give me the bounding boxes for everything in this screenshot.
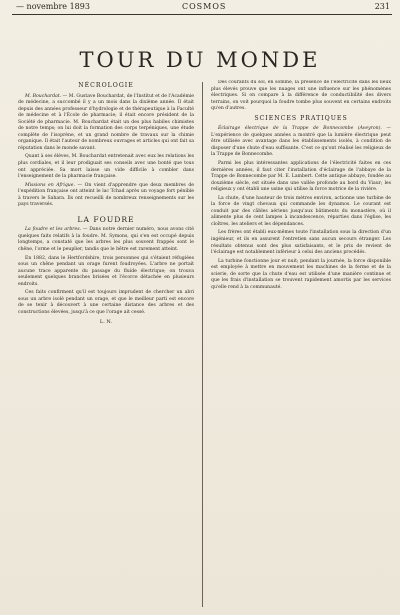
paragraph-text: — M. Gustave Bouchardat, de l'Institut et de l'Académie de médecine, a succombé il y a un mois dans la dixième année. Il était depuis des années professeur d'hydrologie et de thérapeutique à la Faculté de médecine et à l'École de pharmacie; il était encore président de la Société de pharmacie. M. Bouchardat était un des plus habiles chimistes de notre temps; on lui doit la formation des corps terpéniques, une étude complète de l'isoprène, et un grand nombre de travaux sur la chimie organique. Il était l'auteur de nombreux ouvrages et articles qui ont fait sa réputation dans le monde savant. — [18, 93, 194, 151]
paragraph-lead: M. Bouchardat. — [25, 93, 62, 99]
paragraph-text: Quant à ses élèves, M. Bouchardat entretenait avec eux les relations les plus cordiales, et il leur prodiguait ses conseils avec une bonté que tous ont appréciée. Sa mort laisse un vide difficile à combler dans l'enseignement de la pharmacie française. — [18, 154, 194, 180]
paragraph — [211, 126, 391, 159]
paragraph-text: — On vient d'apprendre que deux membres de l'expédition française ont atteint le lac Tchad après un voyage fort pénible à travers le Sahara. Ils ont recueilli de nombreux renseignements sur les pays traversés. — [18, 182, 194, 208]
right-column — [211, 80, 391, 609]
heading-necrologie: NÉCROLOGIE — [78, 82, 134, 89]
paragraph-text: Parmi les plus intéressantes applications de l'électricité faites en ces dernières années, il faut citer l'installation d'éclairage de l'abbaye de la Trappe de Bonnecombe par M. E. Lambert. Cette antique abbaye, fondée au douzième siècle, est située dans une vallée profonde au bord du Viaur; les religieux y ont établi une usine qui utilise la force motrice de la rivière. — [211, 161, 391, 193]
section-title: TOUR DU MONDE — [79, 48, 321, 72]
header-date: — novembre 1893 — [16, 2, 90, 11]
paragraph-lead: Éclairage électrique de la Trappe de Bonnecombe (Aveyron). — [218, 126, 382, 132]
paragraph-text: En 1882, dans le Hertfordshire, trois personnes qui s'étaient réfugiées sous un chêne pendant un orage furent foudroyées. L'arbre ne portait aucune trace apparente du passage du fluide électrique; on trouva seulement quelques branches brisées et l'écorce détachée en plusieurs endroits. — [18, 255, 194, 287]
paragraph-text: — Dans notre dernier numéro, nous avons cité quelques faits relatifs à la foudre. M. Symons, qui s'en est occupé depuis longtemps, a constaté que les arbres les plus souvent frappés sont le chêne, l'orme et le peuplier, tandis que le hêtre est rarement atteint. — [18, 227, 194, 253]
paragraph-intro: Des courants du sol, en somme, la présence de l'électricité dans les lieux plus élevés prouve que les nuages ont une influence sur les phénomènes électriques. Si on compare à la différence de conductibilité des divers terrains, on voit pourquoi la foudre tombe plus souvent en certains endroits qu'en d'autres. — [211, 80, 391, 112]
paragraph — [18, 183, 194, 209]
paragraph — [211, 259, 391, 292]
paragraph — [18, 290, 194, 316]
paragraph-text: Ces faits confirment qu'il est toujours imprudent de chercher un abri sous un arbre isolé pendant un orage, et que le meilleur parti est encore de se tenir à découvert à une certaine distance des arbres et des constructions élevées, jusqu'à ce que l'orage ait cessé. — [18, 290, 194, 315]
paragraph — [211, 196, 391, 229]
paragraph — [18, 227, 194, 253]
paragraph-text: La chute, d'une hauteur de trois mètres environ, actionne une turbine de la force de vingt chevaux qui commande les dynamos. Le courant est conduit par des câbles aériens jusqu'aux bâtiments du monastère, où il alimente plus de cent lampes à incandescence, réparties dans l'église, les cloîtres, les ateliers et les dépendances. — [211, 195, 391, 227]
signature: L. N. — [99, 318, 113, 325]
header-journal-name: COSMOS — [182, 2, 227, 11]
left-column — [18, 80, 194, 609]
paragraph-lead: Missions en Afrique. — [25, 182, 75, 188]
paragraph — [211, 230, 391, 256]
paragraph — [211, 161, 391, 194]
header-page-number: 231 — [374, 2, 390, 11]
running-header — [0, 0, 400, 14]
paragraph — [18, 154, 194, 180]
column-divider — [202, 82, 203, 607]
paragraph-text: Les frères ont établi eux-mêmes toute l'installation sous la direction d'un ingénieur, et ils en assurent l'entretien sans aucun secours étranger. Les résultats obtenus sont des plus satisfaisants, et le prix de revient de l'éclairage est notablement inférieur à celui des anciens procédés. — [211, 230, 391, 256]
header-rule — [12, 14, 392, 15]
paragraph — [18, 94, 194, 153]
paragraph-lead: La foudre et les arbres. — [25, 227, 82, 233]
heading-sciences-pratiques: SCIENCES PRATIQUES — [254, 114, 348, 122]
heading-la-foudre: LA FOUDRE — [77, 214, 135, 224]
paragraph-text: La turbine fonctionne jour et nuit; pendant la journée, la force disponible est employée à mettre en mouvement les machines de la ferme et de la scierie, de sorte que la chute d'eau est utilisée d'une manière continue et que les frais d'installation se trouvent rapidement amortis par les services qu'elle rend à la communauté. — [211, 258, 391, 290]
paragraph-text: — L'expérience de quelques années a montré que la lumière électrique peut être utilisée avec avantage dans les établissements isolés, à condition de disposer d'une chute d'eau suffisante. C'est ce qu'ont réalisé les religieux de la Trappe de Bonnecombe. — [211, 126, 391, 158]
paragraph — [18, 256, 194, 289]
